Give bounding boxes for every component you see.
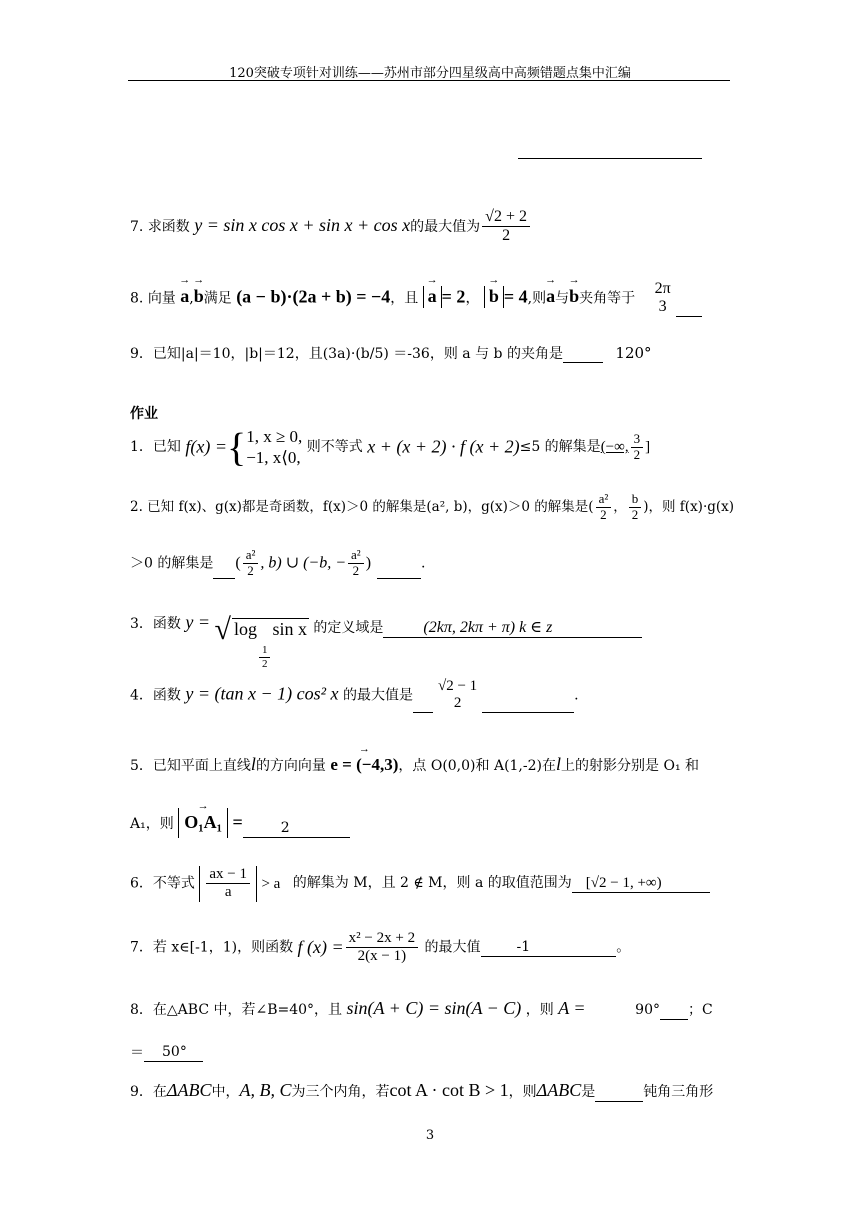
text-segment: ，则 xyxy=(508,1084,537,1100)
fraction-denominator: 2 xyxy=(633,446,641,462)
homework-7 xyxy=(130,930,630,966)
text-segment: ，则 xyxy=(525,1002,554,1018)
fraction xyxy=(348,548,364,579)
homework-5-line-1 xyxy=(130,754,699,776)
answer-part: , b) ∪ (−b, − xyxy=(260,554,347,572)
homework-2-line-1 xyxy=(130,492,734,523)
text-segment: ，点 O(0,0)和 A(1,-2)在 xyxy=(398,758,556,774)
case-line: 1, x ≥ 0, xyxy=(246,427,303,446)
text-segment: ,则 xyxy=(527,290,547,307)
header-rule xyxy=(128,80,730,81)
answer-text: (2kπ, 2kπ + π) k ∈ z xyxy=(423,619,553,636)
answer-underlined xyxy=(243,820,350,838)
answer-fraction xyxy=(482,208,530,246)
homework-heading: 作业 xyxy=(130,406,158,422)
text-segment: ≤5 的解集是 xyxy=(519,438,601,455)
text-segment: ，且 xyxy=(390,290,419,307)
text-segment: 向量 xyxy=(147,290,176,307)
vector-a: → a xyxy=(546,286,555,308)
log-base xyxy=(259,644,271,670)
homework-6 xyxy=(130,866,710,902)
answer-blank xyxy=(676,316,702,317)
text-segment: 则不等式 xyxy=(306,438,363,455)
fraction-denominator: 2(x − 1) xyxy=(357,948,407,965)
trig-equation: sin(A + C) = sin(A − C) xyxy=(346,998,522,1018)
homework-1 xyxy=(130,426,650,469)
inequality-expression: x + (x + 2) · f (x + 2) xyxy=(367,436,520,457)
equals-sign: = xyxy=(232,812,243,832)
angle-labels: A, B, C xyxy=(239,1080,292,1100)
homework-2-line-2 xyxy=(130,548,425,579)
page-number: 3 xyxy=(425,1128,435,1143)
fraction-numerator: 2π xyxy=(654,280,671,297)
answer-part: ( xyxy=(235,554,241,572)
homework-8-line-1 xyxy=(130,998,713,1020)
text-segment: ， xyxy=(613,498,627,515)
text-segment: )，则 f(x)·g(x) xyxy=(643,498,735,515)
fraction-denominator: 2 xyxy=(261,657,268,670)
log-label: log xyxy=(233,619,257,639)
homework-9 xyxy=(130,1080,713,1102)
text-segment: 。 xyxy=(616,939,631,956)
answer-text: 2 xyxy=(280,819,290,836)
radicand xyxy=(232,618,309,670)
function-label: f (x) = xyxy=(297,936,344,957)
cot-condition: cot A · cot B > 1 xyxy=(389,1080,509,1100)
text-segment: 的最大值是 xyxy=(342,687,413,704)
fraction-numerator: a² xyxy=(348,548,364,564)
magnitude-a xyxy=(423,286,442,308)
answer-blank xyxy=(660,1002,688,1020)
homework-5-line-2 xyxy=(130,808,350,838)
sine-term: sin x xyxy=(272,619,307,639)
fraction-numerator: ax − 1 xyxy=(206,866,250,884)
question-number: 4．函数 xyxy=(130,687,181,704)
fraction-numerator: x² − 2x + 2 xyxy=(346,930,418,948)
line-symbol: l xyxy=(556,754,562,774)
magnitude-o1a1 xyxy=(178,808,228,838)
function-label: f(x) = xyxy=(185,436,227,457)
homework-8-line-2 xyxy=(130,1044,203,1062)
interval-fraction xyxy=(631,432,644,463)
answer-underlined xyxy=(383,618,642,638)
magnitude-value: = 4 xyxy=(503,286,528,307)
vector-a: → a xyxy=(180,286,189,308)
interval-start: (−∞, xyxy=(600,439,629,456)
triangle-label: ΔABC xyxy=(166,1080,212,1100)
text-segment: 为三个内角，若 xyxy=(291,1084,390,1100)
answer-text: -1 xyxy=(516,938,531,955)
question-prefix: 求函数 xyxy=(147,218,190,235)
page-header: 120突破专项针对训练——苏州市部分四星级高中高频错题点集中汇编 xyxy=(229,66,631,81)
answer-text: 钝角三角形 xyxy=(643,1084,714,1100)
answer-blank-top xyxy=(518,158,702,159)
text-segment: ， xyxy=(465,290,480,307)
fraction xyxy=(596,492,612,523)
radical: √ log $\frac{1}{2}$ sin x xyxy=(214,613,307,670)
text-segment: A₁，则 xyxy=(130,816,174,832)
magnitude-value: = 2 xyxy=(441,286,466,307)
triangle-label: ΔABC xyxy=(536,1080,582,1100)
question-suffix: 的最大值为 xyxy=(410,218,481,235)
fraction-numerator: a² xyxy=(596,492,612,508)
vector-o1a1: → O₁A₁ xyxy=(184,812,222,834)
answer-blank xyxy=(213,561,235,579)
question-number: 6．不等式 xyxy=(130,875,195,892)
text-segment: 的最大值 xyxy=(424,939,481,956)
question-text: 9．已知|a|＝10，|b|＝12，且(3a)·(b/5) ＝-36，则 a 与 b 的夹角是 xyxy=(130,346,563,362)
question-number: 3．函数 xyxy=(130,616,181,632)
text-segment: 夹角等于 xyxy=(579,290,636,307)
text-segment: 上的射影分别是 O₁ 和 xyxy=(561,758,700,774)
answer-angle-a: 90° xyxy=(635,1002,660,1018)
answer-blank xyxy=(563,345,603,363)
text-segment: 的解集为 M，且 2 ∉ M，则 a 的取值范围为 xyxy=(292,875,572,892)
question-number: 9．在 xyxy=(130,1084,167,1100)
angle-a-label: A = xyxy=(558,998,586,1018)
comparison: > a xyxy=(261,875,281,892)
question-number: 7. xyxy=(130,218,144,235)
magnitude-b xyxy=(484,286,504,308)
absolute-value xyxy=(199,866,257,902)
question-number: 5．已知平面上直线 xyxy=(130,758,251,774)
text-segment: 满足 xyxy=(203,290,232,307)
question-8: 8. 向量 → a,→ b满足 (a − b)·(2a + b) = −4，且 → a = 2， → b = 4,则→ a与→ b夹角等于 2π 3 xyxy=(130,280,702,317)
text-segment: 的方向向量 xyxy=(255,758,326,774)
fraction xyxy=(206,866,250,902)
vector-b: → b xyxy=(489,286,499,308)
fraction-numerator: 1 xyxy=(259,644,271,658)
answer-underlined xyxy=(572,874,710,893)
fraction-numerator: b xyxy=(629,492,642,508)
fraction-denominator: a xyxy=(224,884,232,901)
answer-underlined xyxy=(481,939,617,957)
function-expression: y = (tan x − 1) cos² x xyxy=(185,683,339,704)
answer-interval xyxy=(600,430,651,462)
fraction-numerator: √2 − 1 xyxy=(437,678,478,694)
fraction-numerator: a² xyxy=(243,548,259,564)
function-label: y = xyxy=(185,612,211,632)
answer-blank xyxy=(482,695,574,713)
question-number: 7．若 x∈[-1，1)，则函数 xyxy=(130,939,294,956)
fraction-numerator: √2 + 2 xyxy=(482,208,530,227)
function-fraction xyxy=(346,930,418,966)
answer-fraction xyxy=(652,280,674,317)
vector-condition: (a − b)·(2a + b) = −4 xyxy=(236,286,391,307)
fraction-denominator: 2 xyxy=(631,506,639,522)
fraction xyxy=(629,492,642,523)
fraction-denominator: 3 xyxy=(658,298,667,316)
answer-angle-c: 50° xyxy=(162,1044,187,1060)
text-segment: . xyxy=(421,555,426,572)
text-segment: 中， xyxy=(211,1084,240,1100)
text-segment: 与 xyxy=(555,290,570,307)
left-brace: { xyxy=(227,424,247,470)
answer-blank xyxy=(595,1084,643,1102)
vector-b: → b xyxy=(194,286,204,308)
vector-a: → a xyxy=(428,286,437,308)
fraction-denominator: 2 xyxy=(453,695,462,712)
line-symbol: l xyxy=(250,754,256,774)
fraction xyxy=(243,548,259,579)
question-7 xyxy=(130,208,532,246)
answer-blank xyxy=(413,695,433,713)
case-line: −1, x⟨0, xyxy=(246,448,301,468)
answer-fraction xyxy=(435,678,480,713)
question-9 xyxy=(130,344,652,363)
answer-underlined xyxy=(144,1044,203,1062)
answer-text: 120° xyxy=(615,344,652,362)
homework-4 xyxy=(130,678,579,713)
text-segment: ＝ xyxy=(130,1045,144,1061)
interval-end: ] xyxy=(645,439,651,456)
answer-part: ) xyxy=(365,554,372,572)
vector-b: → b xyxy=(569,286,579,308)
answer-text: [√2 − 1, +∞) xyxy=(585,875,662,892)
fraction-denominator: 2 xyxy=(247,562,254,578)
question-number: 1．已知 xyxy=(130,438,181,455)
fraction-denominator: 2 xyxy=(502,227,511,245)
homework-3 xyxy=(130,612,642,670)
text-segment: . xyxy=(574,687,579,704)
text-segment: 是 xyxy=(581,1084,596,1100)
answer-blank xyxy=(377,561,421,579)
direction-vector xyxy=(330,755,398,774)
function-expression: y = sin x cos x + sin x + cos x xyxy=(194,214,411,235)
text-segment: ；C xyxy=(687,1002,713,1018)
text-segment: ＞0 的解集是 xyxy=(130,555,214,572)
fraction-denominator: 2 xyxy=(600,506,607,522)
question-text: 2. 已知 f(x)、g(x)都是奇函数，f(x)＞0 的解集是(a², b)，g(x)＞0 的解集是( xyxy=(130,498,594,515)
question-number: 8．在△ABC 中，若∠B=40°，且 xyxy=(130,1002,343,1018)
piecewise-cases xyxy=(246,426,302,469)
question-number: 8. xyxy=(130,290,144,307)
fraction-numerator: 3 xyxy=(631,432,644,448)
text-segment: 的定义域是 xyxy=(313,620,384,636)
fraction-denominator: 2 xyxy=(352,562,360,578)
vector-e: → e = (−4,3) xyxy=(330,755,398,775)
